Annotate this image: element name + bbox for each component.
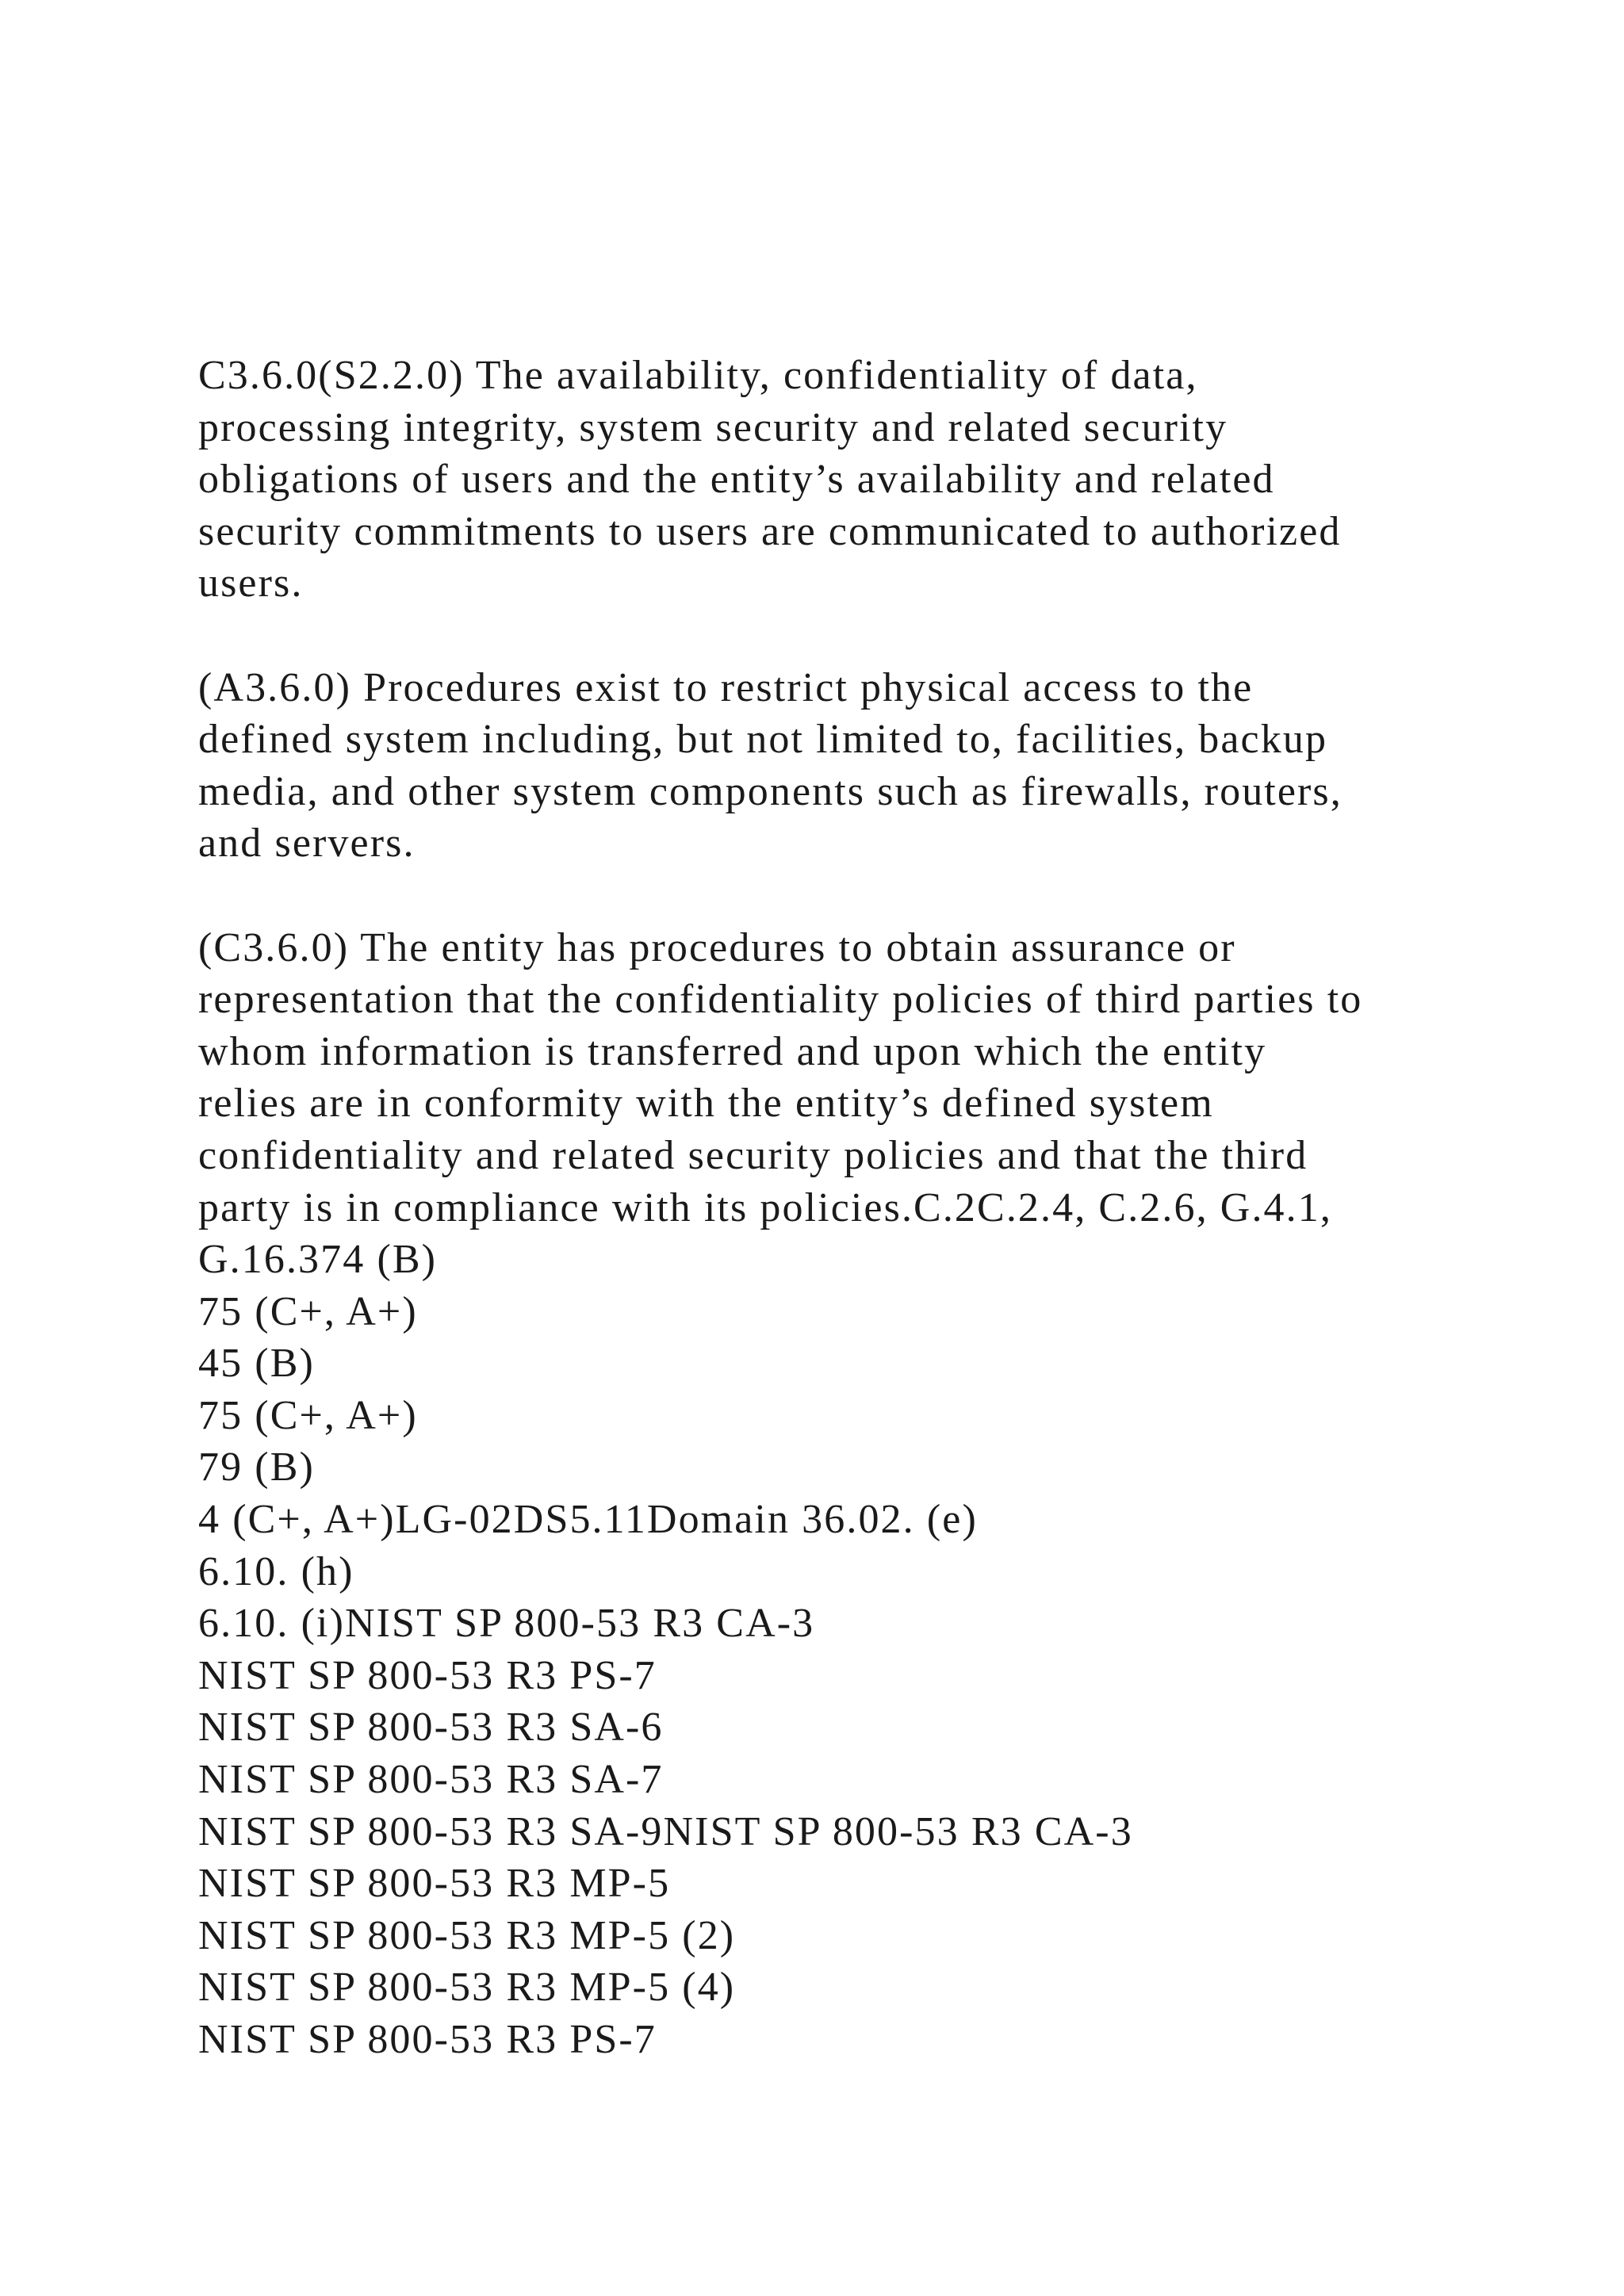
text-line: (A3.6.0) Procedures exist to restrict physical access to the [198,664,1254,710]
text-line: 75 (C+, A+) [198,1288,418,1334]
text-line: 75 (C+, A+) [198,1392,418,1438]
paragraph-gap [198,870,1546,922]
text-line: defined system including, but not limited to, facilities, backup [198,717,1328,763]
text-line: party is in compliance with its policies.C.2C.2.4, C.2.6, G.4.1, [198,1184,1332,1230]
text-line: 6.10. (h) [198,1548,354,1594]
text-line: (C3.6.0) The entity has procedures to obtain assurance or [198,924,1236,970]
text-line: and servers. [198,821,416,867]
text-line: 79 (B) [198,1445,315,1490]
text-line: NIST SP 800-53 R3 MP-5 [198,1861,671,1907]
text-line: NIST SP 800-53 R3 SA-6 [198,1705,664,1751]
text-line: 45 (B) [198,1341,315,1387]
text-line: obligations of users and the entity’s availability and related [198,457,1275,503]
paragraph-a3-6-0 [198,662,1546,870]
text-line: NIST SP 800-53 R3 MP-5 (2) [198,1912,736,1958]
paragraph-s2-2-0 [198,350,1546,610]
document-page [198,350,1546,2066]
text-line: users. [198,561,304,607]
text-line: C3.6.0(S2.2.0) The availability, confidentiality of data, [198,353,1198,398]
text-line: processing integrity, system security and related security [198,404,1228,450]
paragraph-gap [198,610,1546,662]
text-line: security commitments to users are communicated to authorized [198,508,1342,554]
text-line: media, and other system components such as firewalls, routers, [198,768,1342,814]
text-line: relies are in conformity with the entity’s defined system [198,1081,1214,1127]
text-line: NIST SP 800-53 R3 PS-7 [198,1652,657,1698]
text-line: whom information is transferred and upon which the entity [198,1028,1267,1074]
text-line: G.16.374 (B) [198,1237,438,1283]
text-line: NIST SP 800-53 R3 MP-5 (4) [198,1965,736,2011]
text-line: NIST SP 800-53 R3 SA-7 [198,1757,664,1803]
text-line: NIST SP 800-53 R3 SA-9NIST SP 800-53 R3 CA-3 [198,1808,1133,1854]
text-line: 6.10. (i)NIST SP 800-53 R3 CA-3 [198,1601,815,1647]
text-line: 4 (C+, A+)LG-02DS5.11Domain 36.02. (e) [198,1497,978,1543]
text-line: NIST SP 800-53 R3 PS-7 [198,2017,657,2062]
paragraph-c3-6-0 [198,922,1546,2066]
text-line: confidentiality and related security policies and that the third [198,1132,1308,1178]
text-line: representation that the confidentiality policies of third parties to [198,977,1363,1023]
